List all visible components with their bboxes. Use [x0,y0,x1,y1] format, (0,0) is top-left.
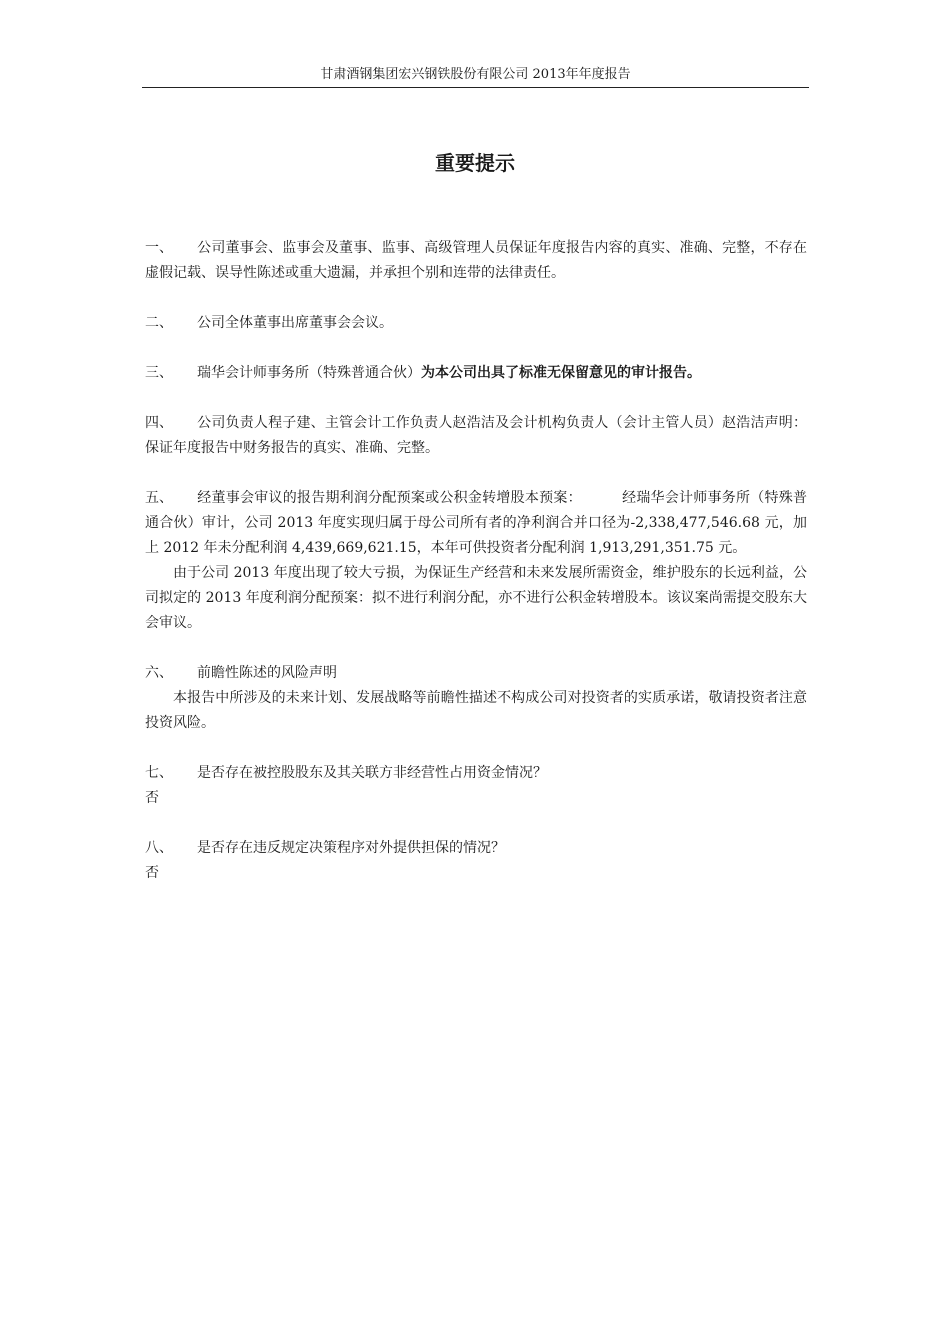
item-number: 六、 [145,665,173,681]
item-2 [145,311,807,336]
page-header: 甘肃酒钢集团宏兴钢铁股份有限公司 2013年年度报告 [142,66,809,88]
item-text-bold: 为本公司出具了标准无保留意见的审计报告。 [421,365,701,381]
item-4 [145,411,807,461]
item-text: 公司负责人程子建、主管会计工作负责人赵浩洁及会计机构负责人（会计主管人员）赵浩洁声明：保证年度报告中财务报告的真实、准确、完整。 [145,415,807,456]
item-number: 三、 [145,365,173,381]
item-text: 公司全体董事出席董事会会议。 [197,315,393,331]
item-text-continued: 经瑞华会计师事务所（特殊普通合伙）审计，公司 2013 年度实现归属于母公司所有者的净利润合并口径为-2,338,477,546.68 元，加上 2012 年未分配利润 4,439,669,621.15，本年可供投资者分配利润 1,913,291,351.75 元。 [145,490,807,556]
item-paragraph: 由于公司 2013 年度出现了较大亏损，为保证生产经营和未来发展所需资金，维护股东的长远利益，公司拟定的 2013 年度利润分配预案：拟不进行利润分配，亦不进行公积金转增股本。该议案尚需提交股东大会审议。 [145,565,807,631]
item-3 [145,361,807,386]
item-1 [145,236,807,286]
item-number: 二、 [145,315,173,331]
item-text: 公司董事会、监事会及董事、监事、高级管理人员保证年度报告内容的真实、准确、完整，不存在虚假记载、误导性陈述或重大遗漏，并承担个别和连带的法律责任。 [145,240,807,281]
item-number: 五、 [145,490,173,506]
item-number: 八、 [145,840,173,856]
item-8 [145,836,807,886]
item-number: 一、 [145,240,173,256]
item-text: 是否存在违反规定决策程序对外提供担保的情况？ [197,840,505,856]
item-paragraph: 本报告中所涉及的未来计划、发展战略等前瞻性描述不构成公司对投资者的实质承诺，敬请投资者注意投资风险。 [145,690,807,731]
item-text: 是否存在被控股股东及其关联方非经营性占用资金情况？ [197,765,547,781]
item-text: 经董事会审议的报告期利润分配预案或公积金转增股本预案： [197,490,582,506]
page-title: 重要提示 [435,151,515,175]
item-text: 瑞华会计师事务所（特殊普通合伙） [197,365,421,381]
item-number: 四、 [145,415,173,431]
item-7 [145,761,807,811]
item-5 [145,486,807,636]
item-number: 七、 [145,765,173,781]
item-6 [145,661,807,736]
document-body [145,236,807,911]
item-text: 前瞻性陈述的风险声明 [197,665,337,681]
item-answer: 否 [145,790,159,806]
item-answer: 否 [145,865,159,881]
